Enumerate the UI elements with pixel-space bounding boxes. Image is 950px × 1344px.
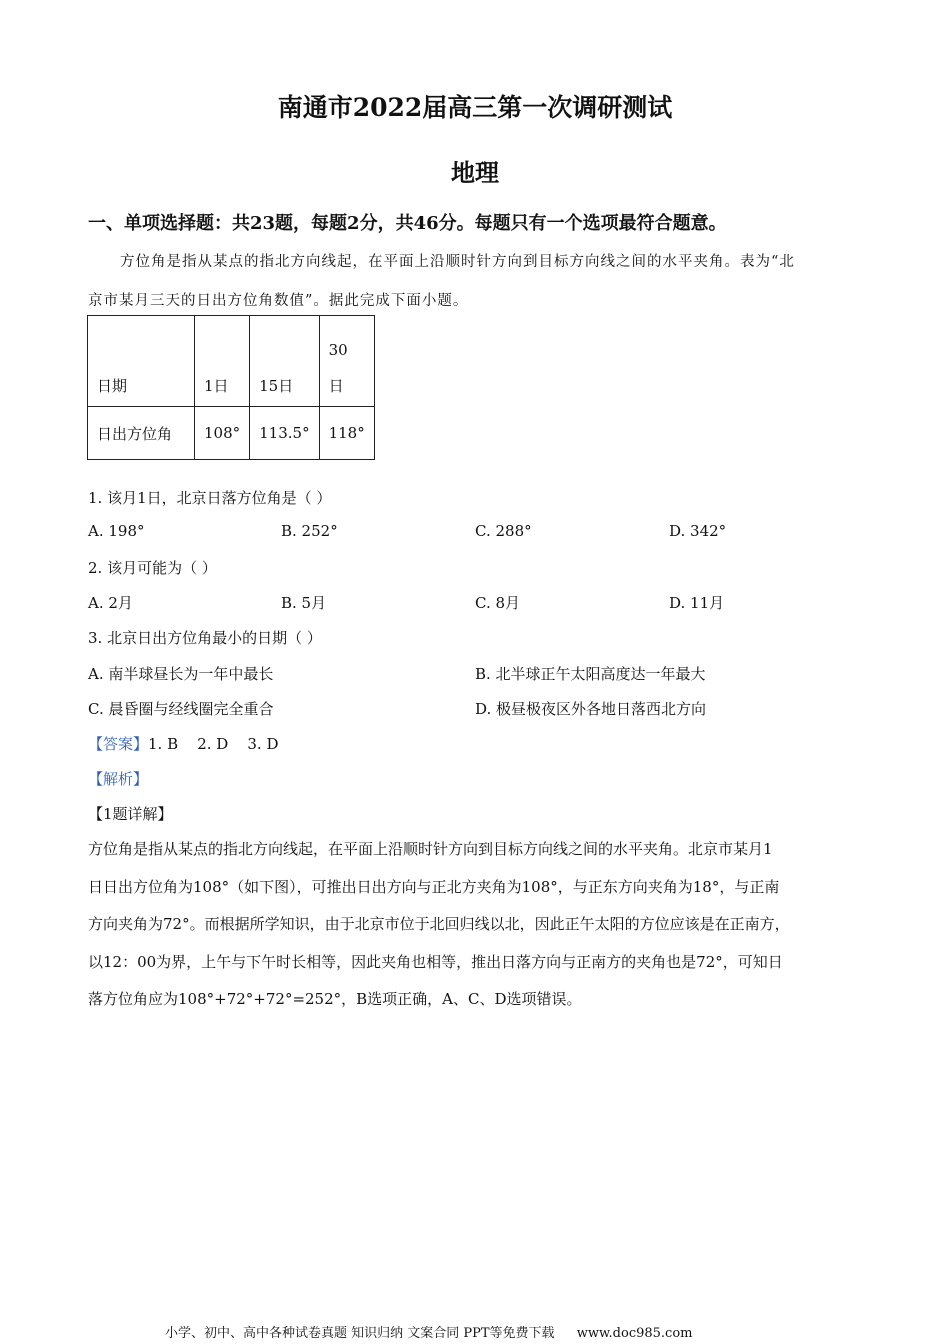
table-cell: 108° [195, 407, 250, 460]
option-d: D. 342° [669, 522, 727, 540]
intro-line: 京市某月三天的日出方位角数值”。据此完成下面小题。 [88, 293, 469, 309]
explanation-line: 日日出方位角为108°（如下图），可推出日出方向与正北方夹角为108°，与正东方向夹角为18°，与正南 [88, 877, 780, 896]
explanation-line: 方位角是指从某点的指北方向线起，在平面上沿顺时针方向到目标方向线之间的水平夹角。北京市某月1 [88, 840, 773, 858]
intro-paragraph [88, 243, 860, 321]
table-cell: 1日 [195, 316, 250, 407]
intro-line: 方位角是指从某点的指北方向线起，在平面上沿顺时针方向到目标方向线之间的水平夹角。表为“北 [120, 254, 795, 270]
option-a: A. 南半球昼长为一年中最长 [88, 665, 274, 683]
table-row [88, 407, 375, 460]
footer-url[interactable]: www.doc985.com [576, 1326, 693, 1341]
option-c: C. 288° [475, 522, 532, 540]
option-d: D. 11月 [669, 594, 725, 612]
option-a: A. 2月 [88, 594, 133, 612]
explanation-line: 落方位角应为108°+72°+72°=252°，B选项正确，A、C、D选项错误。 [88, 990, 582, 1009]
table-cell-line: 日 [328, 377, 344, 395]
table-cell [319, 316, 374, 407]
table-cell: 113.5° [250, 407, 319, 460]
footer-text: 小学、初中、高中各种试卷真题 知识归纳 文案合同 PPT等免费下载 [165, 1326, 555, 1341]
option-c: C. 晨昏圈与经线圈完全重合 [88, 700, 274, 718]
answer-text: 1. B 2. D 3. D [148, 735, 279, 753]
question-stem: 3. 北京日出方位角最小的日期（ ） [88, 629, 322, 647]
question-stem: 2. 该月可能为（ ） [88, 559, 217, 577]
document-title: 南通市2022届高三第一次调研测试 [277, 93, 673, 122]
explanation-line: 以12：00为界，上午与下午时长相等，因此夹角也相等，推出日落方向与正南方的夹角也是72°，可知日 [88, 952, 783, 971]
option-b: B. 252° [281, 522, 338, 540]
question-stem: 1. 该月1日，北京日落方位角是（ ） [88, 489, 332, 507]
analysis-tag: 【解析】 [88, 770, 149, 788]
option-a: A. 198° [88, 522, 145, 540]
section-heading: 一、单项选择题：共23题，每题2分，共46分。每题只有一个选项最符合题意。 [88, 213, 727, 234]
option-b: B. 北半球正午太阳高度达一年最大 [475, 665, 706, 683]
option-b: B. 5月 [281, 594, 327, 612]
option-c: C. 8月 [475, 594, 521, 612]
table-cell: 15日 [250, 316, 319, 407]
table-cell: 日期 [88, 316, 195, 407]
explanation-line: 方向夹角为72°。而根据所学知识，由于北京市位于北回归线以北，因此正午太阳的方位应该是在正南方， [88, 915, 790, 934]
answer-tag: 【答案】 [88, 735, 149, 753]
explanation-paragraph [88, 831, 862, 1019]
answer-line [88, 733, 278, 754]
sunrise-azimuth-table [87, 315, 375, 460]
detail-tag: 【1题详解】 [88, 805, 173, 823]
option-d: D. 极昼极夜区外各地日落西北方向 [475, 700, 707, 718]
subject-title: 地理 [451, 158, 499, 187]
table-cell: 日出方位角 [88, 407, 195, 460]
table-cell-line: 30 [328, 341, 348, 359]
table-cell: 118° [319, 407, 374, 460]
page-footer [165, 1322, 696, 1341]
table-header-row [88, 316, 375, 407]
